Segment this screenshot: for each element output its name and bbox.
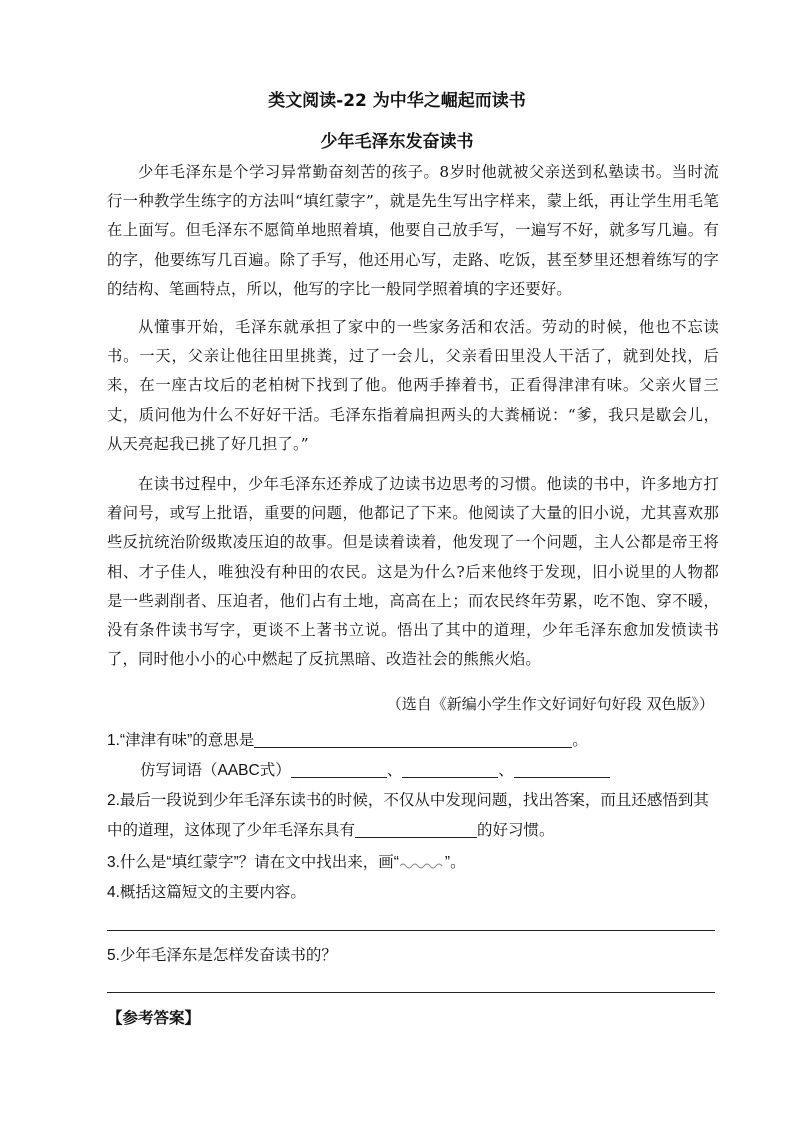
answer-line-5[interactable] bbox=[107, 992, 715, 993]
answer-heading: 【参考答案】 bbox=[107, 1010, 201, 1027]
question-2 bbox=[107, 786, 719, 845]
imitation-blank-2[interactable] bbox=[402, 759, 498, 778]
question-4: 4.概括这篇短文的主要内容。 bbox=[107, 884, 306, 901]
answer-blank-1[interactable] bbox=[254, 729, 572, 748]
question-5: 5.少年毛泽东是怎样发奋读书的？ bbox=[107, 947, 337, 964]
imitation-label: 仿写词语（AABC式） bbox=[140, 762, 291, 779]
page-title: 类文阅读-22 为中华之崛起而读书 bbox=[268, 91, 526, 111]
question-1 bbox=[107, 726, 719, 756]
wavy-underline-icon bbox=[399, 857, 445, 869]
answer-line-4[interactable] bbox=[107, 930, 715, 931]
paragraph-2: 从懂事开始，毛泽东就承担了家中的一些家务活和农活。劳动的时候，他也不忘读书。一天，父亲让他往田里挑粪，过了一会儿，父亲看田里没人干活了，就到处找，后来，在一座古坟后的老柏树下找到了他。他两手捧着书，正看得津津有味。父亲火冒三丈，质问他为什么不好好干活。毛泽东指着扁担两头的大粪桶说：“爹，我只是歇会儿，从天亮起我已挑了好几担了。” bbox=[107, 318, 719, 453]
question-1-text: 1.“津津有味”的意思是 bbox=[107, 732, 255, 749]
article-title: 少年毛泽东发奋读书 bbox=[320, 132, 474, 152]
paragraph-3: 在读书过程中，少年毛泽东还养成了边读书边思考的习惯。他读的书中，许多地方打着问号，或写上批语，重要的问题，他都记了下来。他阅读了大量的旧小说，尤其喜欢那些反抗统治阶级欺凌压迫的故事。但是读着读着，他发现了一个问题，主人公都是帝王将相、才子佳人，唯独没有种田的农民。这是为什么?后来他终于发现，旧小说里的人物都是一些剥削者、压迫者，他们占有土地，高高在上；而农民终年劳累，吃不饱、穿不暖，没有条件读书写字，更谈不上著书立说。悟出了其中的道理，少年毛泽东愈加发愤读书了，同时他小小的心中燃起了反抗黑暗、改造社会的熊熊火焰。 bbox=[107, 475, 719, 669]
question-3-end: ”。 bbox=[444, 854, 466, 871]
question-2-text: 2.最后一段说到少年毛泽东读书的时候，不仅从中发现问题，找出答案，而且还感悟到其中的道理，这体现了少年毛泽东具有 bbox=[107, 792, 709, 839]
question-3-text: 3.什么是“填红蒙字”？请在文中找出来，画“ bbox=[107, 854, 399, 871]
separator: 、 bbox=[386, 762, 403, 779]
separator: 、 bbox=[498, 762, 514, 779]
question-2-end: 的好习惯。 bbox=[477, 821, 555, 839]
question-3 bbox=[107, 848, 719, 878]
imitation-blank-1[interactable] bbox=[291, 759, 387, 778]
source-citation: （选自《新编小学生作文好词好句好段 双色版》） bbox=[386, 695, 714, 713]
answer-blank-2[interactable] bbox=[355, 819, 477, 838]
imitation-blank-3[interactable] bbox=[514, 759, 610, 778]
paragraph-1: 少年毛泽东是个学习异常勤奋刻苦的孩子。8岁时他就被父亲送到私塾读书。当时流行一种教学生练字的方法叫“填红蒙字”，就是先生写出字样来，蒙上纸，再让学生用毛笔在上面写。但毛泽东不愿简单地照着填，他要自己放手写，一遍写不好，就多写几遍。有的字，他要练写几百遍。除了手写，他还用心写，走路、吃饭，甚至梦里还想着练写的字的结构、笔画特点，所以，他写的字比一般同学照着填的字还要好。 bbox=[107, 163, 719, 298]
question-1-imitation bbox=[140, 756, 752, 786]
question-1-end: 。 bbox=[572, 732, 588, 749]
